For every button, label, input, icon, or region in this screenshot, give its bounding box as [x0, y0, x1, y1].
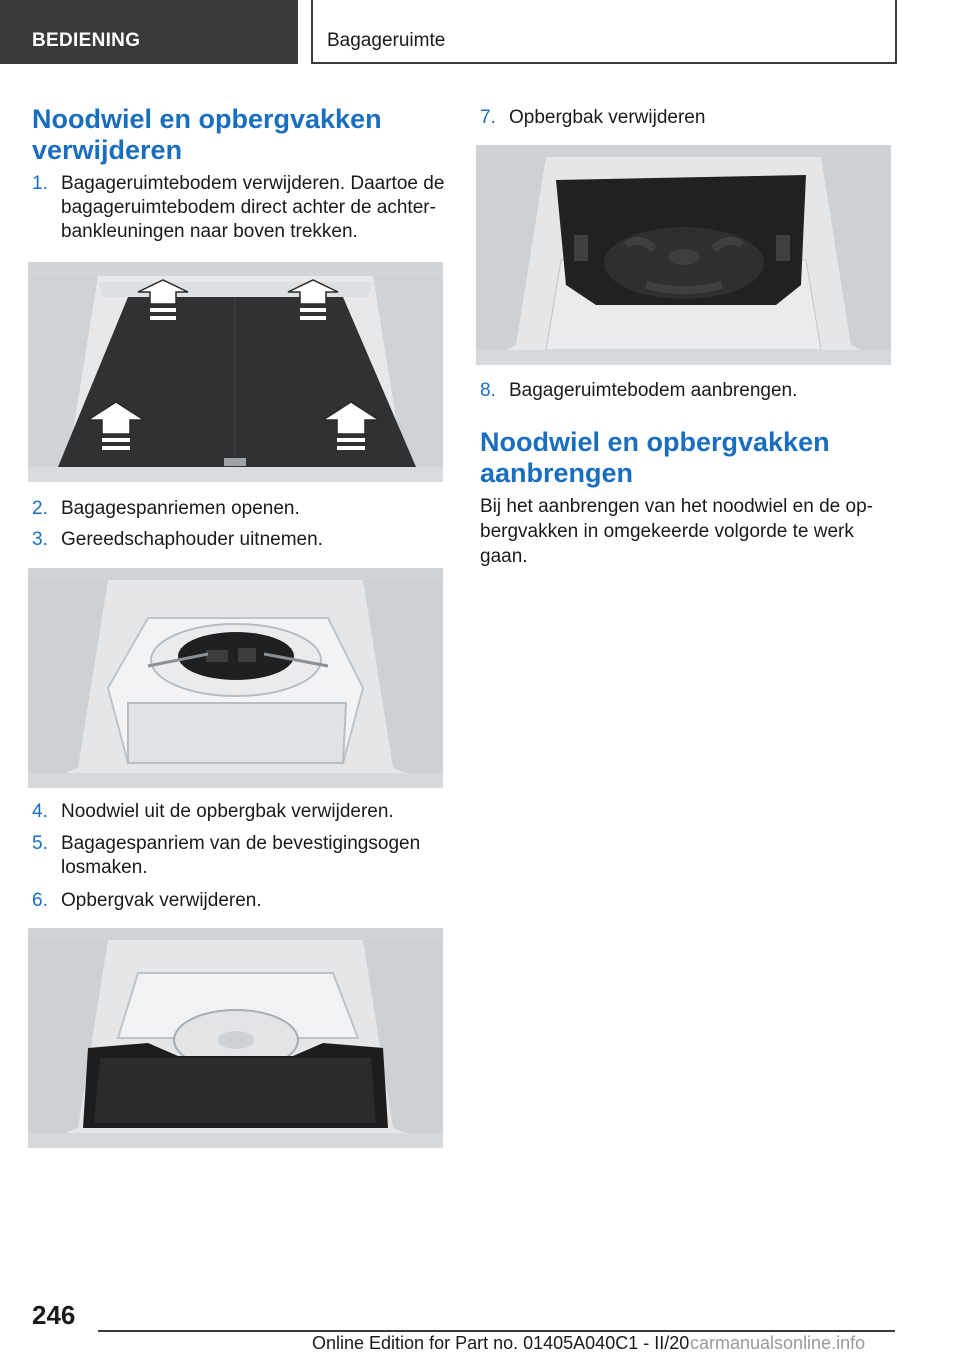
step-text: Bagageruimtebodem verwijderen. Daartoe de bagageruimtebodem direct achter de achterbankleuningen naar boven trekken. — [61, 173, 445, 242]
step-text: Opbergbak verwijderen — [509, 107, 706, 128]
install-heading: Noodwiel en opbergvakken aanbrengen — [480, 427, 830, 488]
step-text: Opbergvak verwijderen. — [61, 890, 262, 911]
step-text: Noodwiel uit de opbergbak verwijderen. — [61, 801, 394, 822]
step-number: 7. — [480, 107, 496, 128]
step-text: Bagagespanriemen openen. — [61, 498, 300, 519]
section-tab — [0, 0, 298, 64]
step-text: Gereedschaphouder uitnemen. — [61, 529, 323, 550]
step-number: 1. — [32, 173, 48, 194]
remove-heading: Noodwiel en opbergvakken verwijderen — [32, 104, 382, 165]
step-number: 8. — [480, 380, 496, 401]
step-8 — [480, 379, 895, 403]
footer-divider — [98, 1330, 895, 1332]
section-title: BEDIENING — [32, 30, 141, 51]
watermark: carmanualsonline.info — [690, 1333, 866, 1353]
step-number: 6. — [32, 890, 48, 911]
step-number: 2. — [32, 498, 48, 519]
step-3 — [32, 528, 450, 552]
step-5 — [32, 832, 450, 880]
chapter-title: Bagageruimte — [327, 30, 446, 51]
tool-holder-illustration — [28, 568, 443, 788]
step-2 — [32, 497, 450, 521]
storage-compartment-illustration — [28, 928, 443, 1148]
edition-info: Online Edition for Part no. 01405A040C1 - II/20 — [312, 1333, 690, 1353]
step-number: 5. — [32, 833, 48, 854]
step-number: 3. — [32, 529, 48, 550]
step-text: Bagageruimtebodem aanbrengen. — [509, 380, 798, 401]
step-text: Bagagespanriem van de bevestigingsogen losmaken. — [61, 833, 421, 878]
step-6 — [32, 889, 450, 913]
step-7 — [480, 106, 895, 130]
chapter-tab — [311, 0, 897, 64]
storage-bin-illustration — [476, 145, 891, 365]
step-1 — [32, 172, 450, 244]
install-text: Bij het aanbrengen van het noodwiel en de opbergvakken in omgekeerde volgorde te werk gaan. — [480, 496, 873, 567]
trunk-floor-illustration — [28, 262, 443, 482]
page-number: 246 — [32, 1300, 76, 1330]
step-4 — [32, 800, 450, 824]
step-number: 4. — [32, 801, 48, 822]
